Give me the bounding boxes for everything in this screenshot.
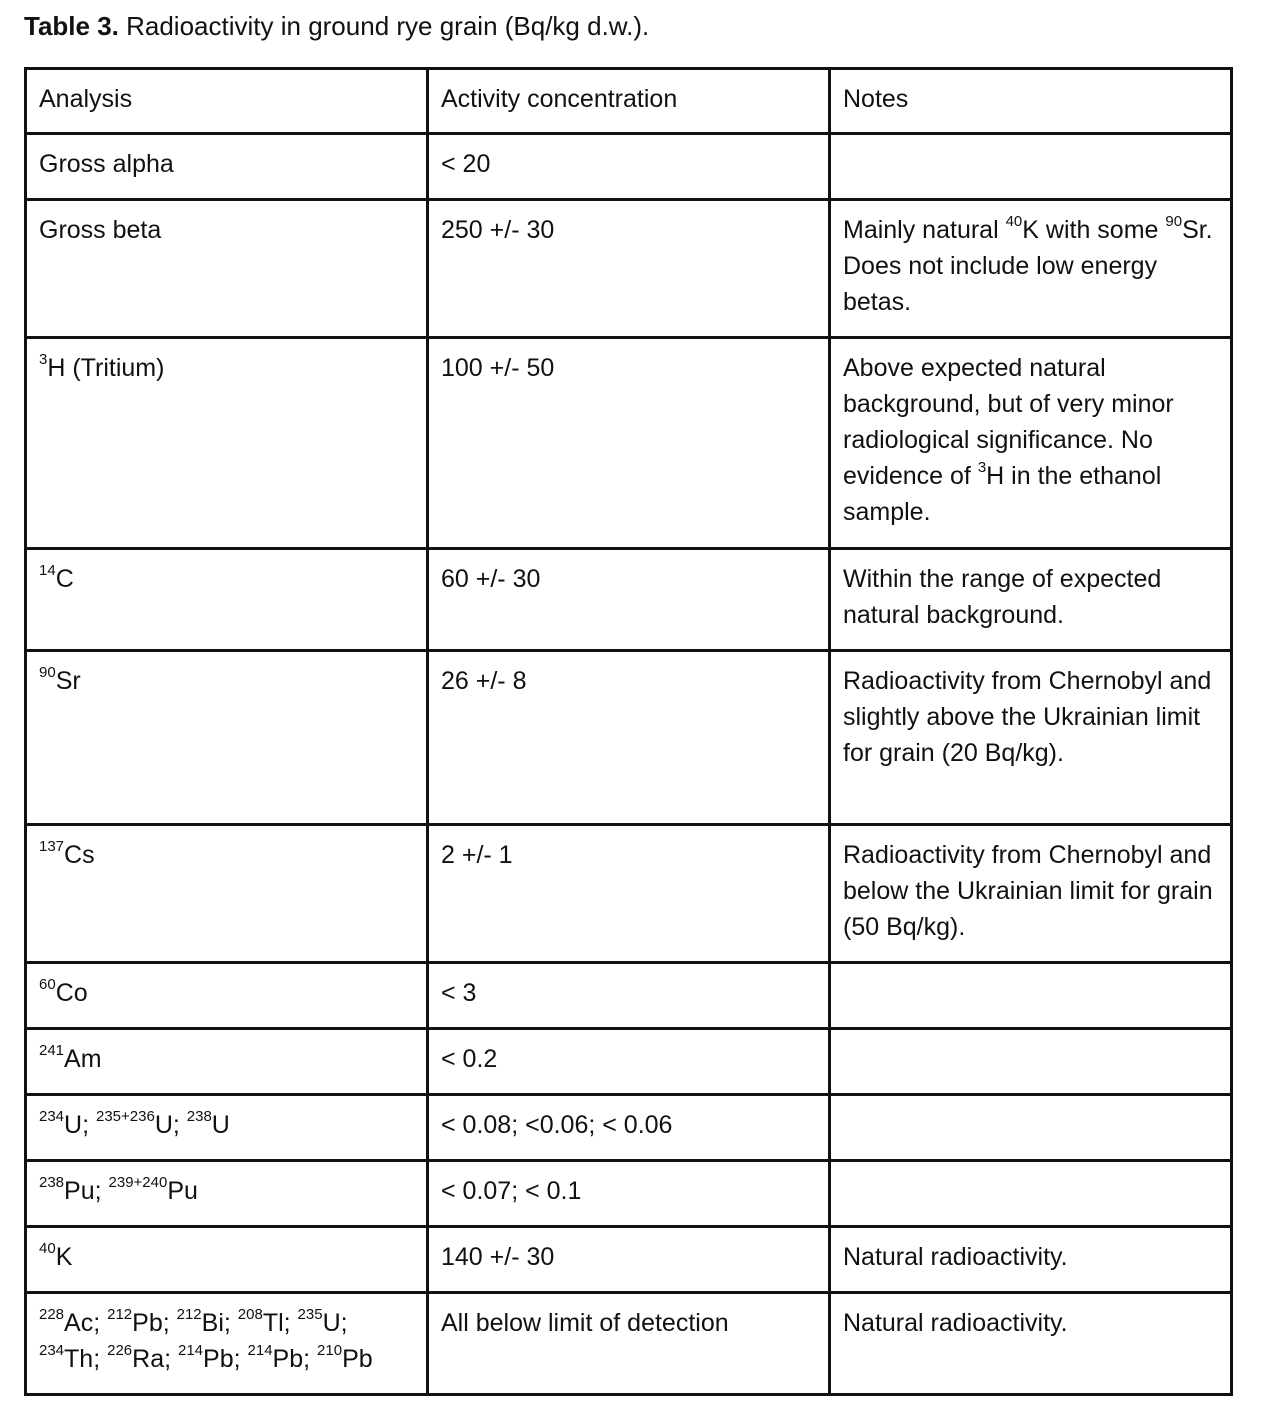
- mass-number: 90: [39, 663, 56, 681]
- activity-cell: < 0.07; < 0.1: [428, 1161, 830, 1227]
- activity-cell: All below limit of detection: [428, 1293, 830, 1395]
- mass-number: 210: [317, 1341, 343, 1359]
- mass-number: 212: [176, 1305, 202, 1323]
- mass-number: 208: [237, 1305, 263, 1323]
- mass-number: 238: [186, 1107, 212, 1125]
- notes-cell: Natural radioactivity.: [830, 1293, 1232, 1395]
- table-row: [26, 1029, 1232, 1095]
- mass-number: 3: [977, 458, 987, 476]
- header-row: [26, 69, 1232, 134]
- mass-number: 235: [297, 1305, 323, 1323]
- analysis-cell: $^{238}$Pu; $^{239+240}$Pu: [26, 1161, 428, 1227]
- table-row: [26, 200, 1232, 338]
- notes-cell: Mainly natural $^{40}$K with some $^{90}$Sr. Does not include low energy betas.: [830, 200, 1232, 338]
- notes-cell: Above expected natural background, but of very minor radiological significance. No evidence of $^3$H in the ethanol sample.: [830, 338, 1232, 549]
- activity-cell: 250 +/- 30: [428, 200, 830, 338]
- mass-number: 214: [178, 1341, 204, 1359]
- mass-number: 239+240: [108, 1173, 168, 1191]
- activity-cell: < 3: [428, 963, 830, 1029]
- analysis-cell: $^{14}$C: [26, 549, 428, 651]
- mass-number: 238: [39, 1173, 65, 1191]
- mass-number: 235+236: [95, 1107, 155, 1125]
- mass-number: 40: [39, 1239, 56, 1257]
- notes-cell: Within the range of expected natural background.: [830, 549, 1232, 651]
- activity-cell: 100 +/- 50: [428, 338, 830, 549]
- mass-number: 234: [39, 1341, 65, 1359]
- activity-cell: 60 +/- 30: [428, 549, 830, 651]
- table-row: [26, 134, 1232, 200]
- analysis-cell: Gross beta: [26, 200, 428, 338]
- table-row: [26, 549, 1232, 651]
- notes-cell: [830, 1029, 1232, 1095]
- mass-number: 3: [39, 350, 48, 368]
- table-row: [26, 825, 1232, 963]
- analysis-cell: $^{90}$Sr: [26, 651, 428, 825]
- mass-number: 226: [107, 1341, 133, 1359]
- mass-number: 212: [107, 1305, 133, 1323]
- caption-text: Radioactivity in ground rye grain (Bq/kg d.w.).: [118, 11, 650, 41]
- mass-number: 228: [39, 1305, 65, 1323]
- table-caption: [24, 8, 649, 44]
- activity-cell: < 20: [428, 134, 830, 200]
- table-row: [26, 651, 1232, 825]
- analysis-cell: $^{40}$K: [26, 1227, 428, 1293]
- mass-number: 214: [247, 1341, 273, 1359]
- table-row: [26, 1227, 1232, 1293]
- notes-cell: Radioactivity from Chernobyl and slightly above the Ukrainian limit for grain (20 Bq/kg).: [830, 651, 1232, 825]
- table-row: [26, 1293, 1232, 1395]
- table-row: [26, 338, 1232, 549]
- header-analysis: Analysis: [26, 69, 428, 134]
- analysis-cell: $^{60}$Co: [26, 963, 428, 1029]
- mass-number: 137: [39, 837, 65, 855]
- analysis-cell: $^{241}$Am: [26, 1029, 428, 1095]
- analysis-cell: $^3$H (Tritium): [26, 338, 428, 549]
- analysis-cell: Gross alpha: [26, 134, 428, 200]
- mass-number: 14: [39, 561, 56, 579]
- activity-cell: 140 +/- 30: [428, 1227, 830, 1293]
- radioactivity-table: [24, 67, 1233, 1396]
- caption-label: Table 3.: [24, 11, 119, 41]
- mass-number: 234: [39, 1107, 65, 1125]
- mass-number: 60: [39, 975, 56, 993]
- notes-cell: [830, 1095, 1232, 1161]
- table-row: [26, 1161, 1232, 1227]
- analysis-cell: $^{137}$Cs: [26, 825, 428, 963]
- table-row: [26, 963, 1232, 1029]
- table-row: [26, 1095, 1232, 1161]
- notes-cell: [830, 1161, 1232, 1227]
- activity-cell: < 0.08; <0.06; < 0.06: [428, 1095, 830, 1161]
- header-activity: Activity concentration: [428, 69, 830, 134]
- activity-cell: < 0.2: [428, 1029, 830, 1095]
- activity-cell: 2 +/- 1: [428, 825, 830, 963]
- analysis-cell: $^{228}$Ac; $^{212}$Pb; $^{212}$Bi; $^{208}$Tl; $^{235}$U; $^{234}$Th; $^{226}$Ra; $^{214}$Pb; $^{214}$Pb; $^{210}$Pb: [26, 1293, 428, 1395]
- notes-cell: [830, 134, 1232, 200]
- activity-cell: 26 +/- 8: [428, 651, 830, 825]
- notes-cell: Radioactivity from Chernobyl and below the Ukrainian limit for grain (50 Bq/kg).: [830, 825, 1232, 963]
- analysis-cell: $^{234}$U; $^{235+236}$U; $^{238}$U: [26, 1095, 428, 1161]
- mass-number: 90: [1165, 212, 1183, 230]
- mass-number: 40: [1005, 212, 1023, 230]
- notes-cell: Natural radioactivity.: [830, 1227, 1232, 1293]
- mass-number: 241: [39, 1041, 65, 1059]
- header-notes: Notes: [830, 69, 1232, 134]
- notes-cell: [830, 963, 1232, 1029]
